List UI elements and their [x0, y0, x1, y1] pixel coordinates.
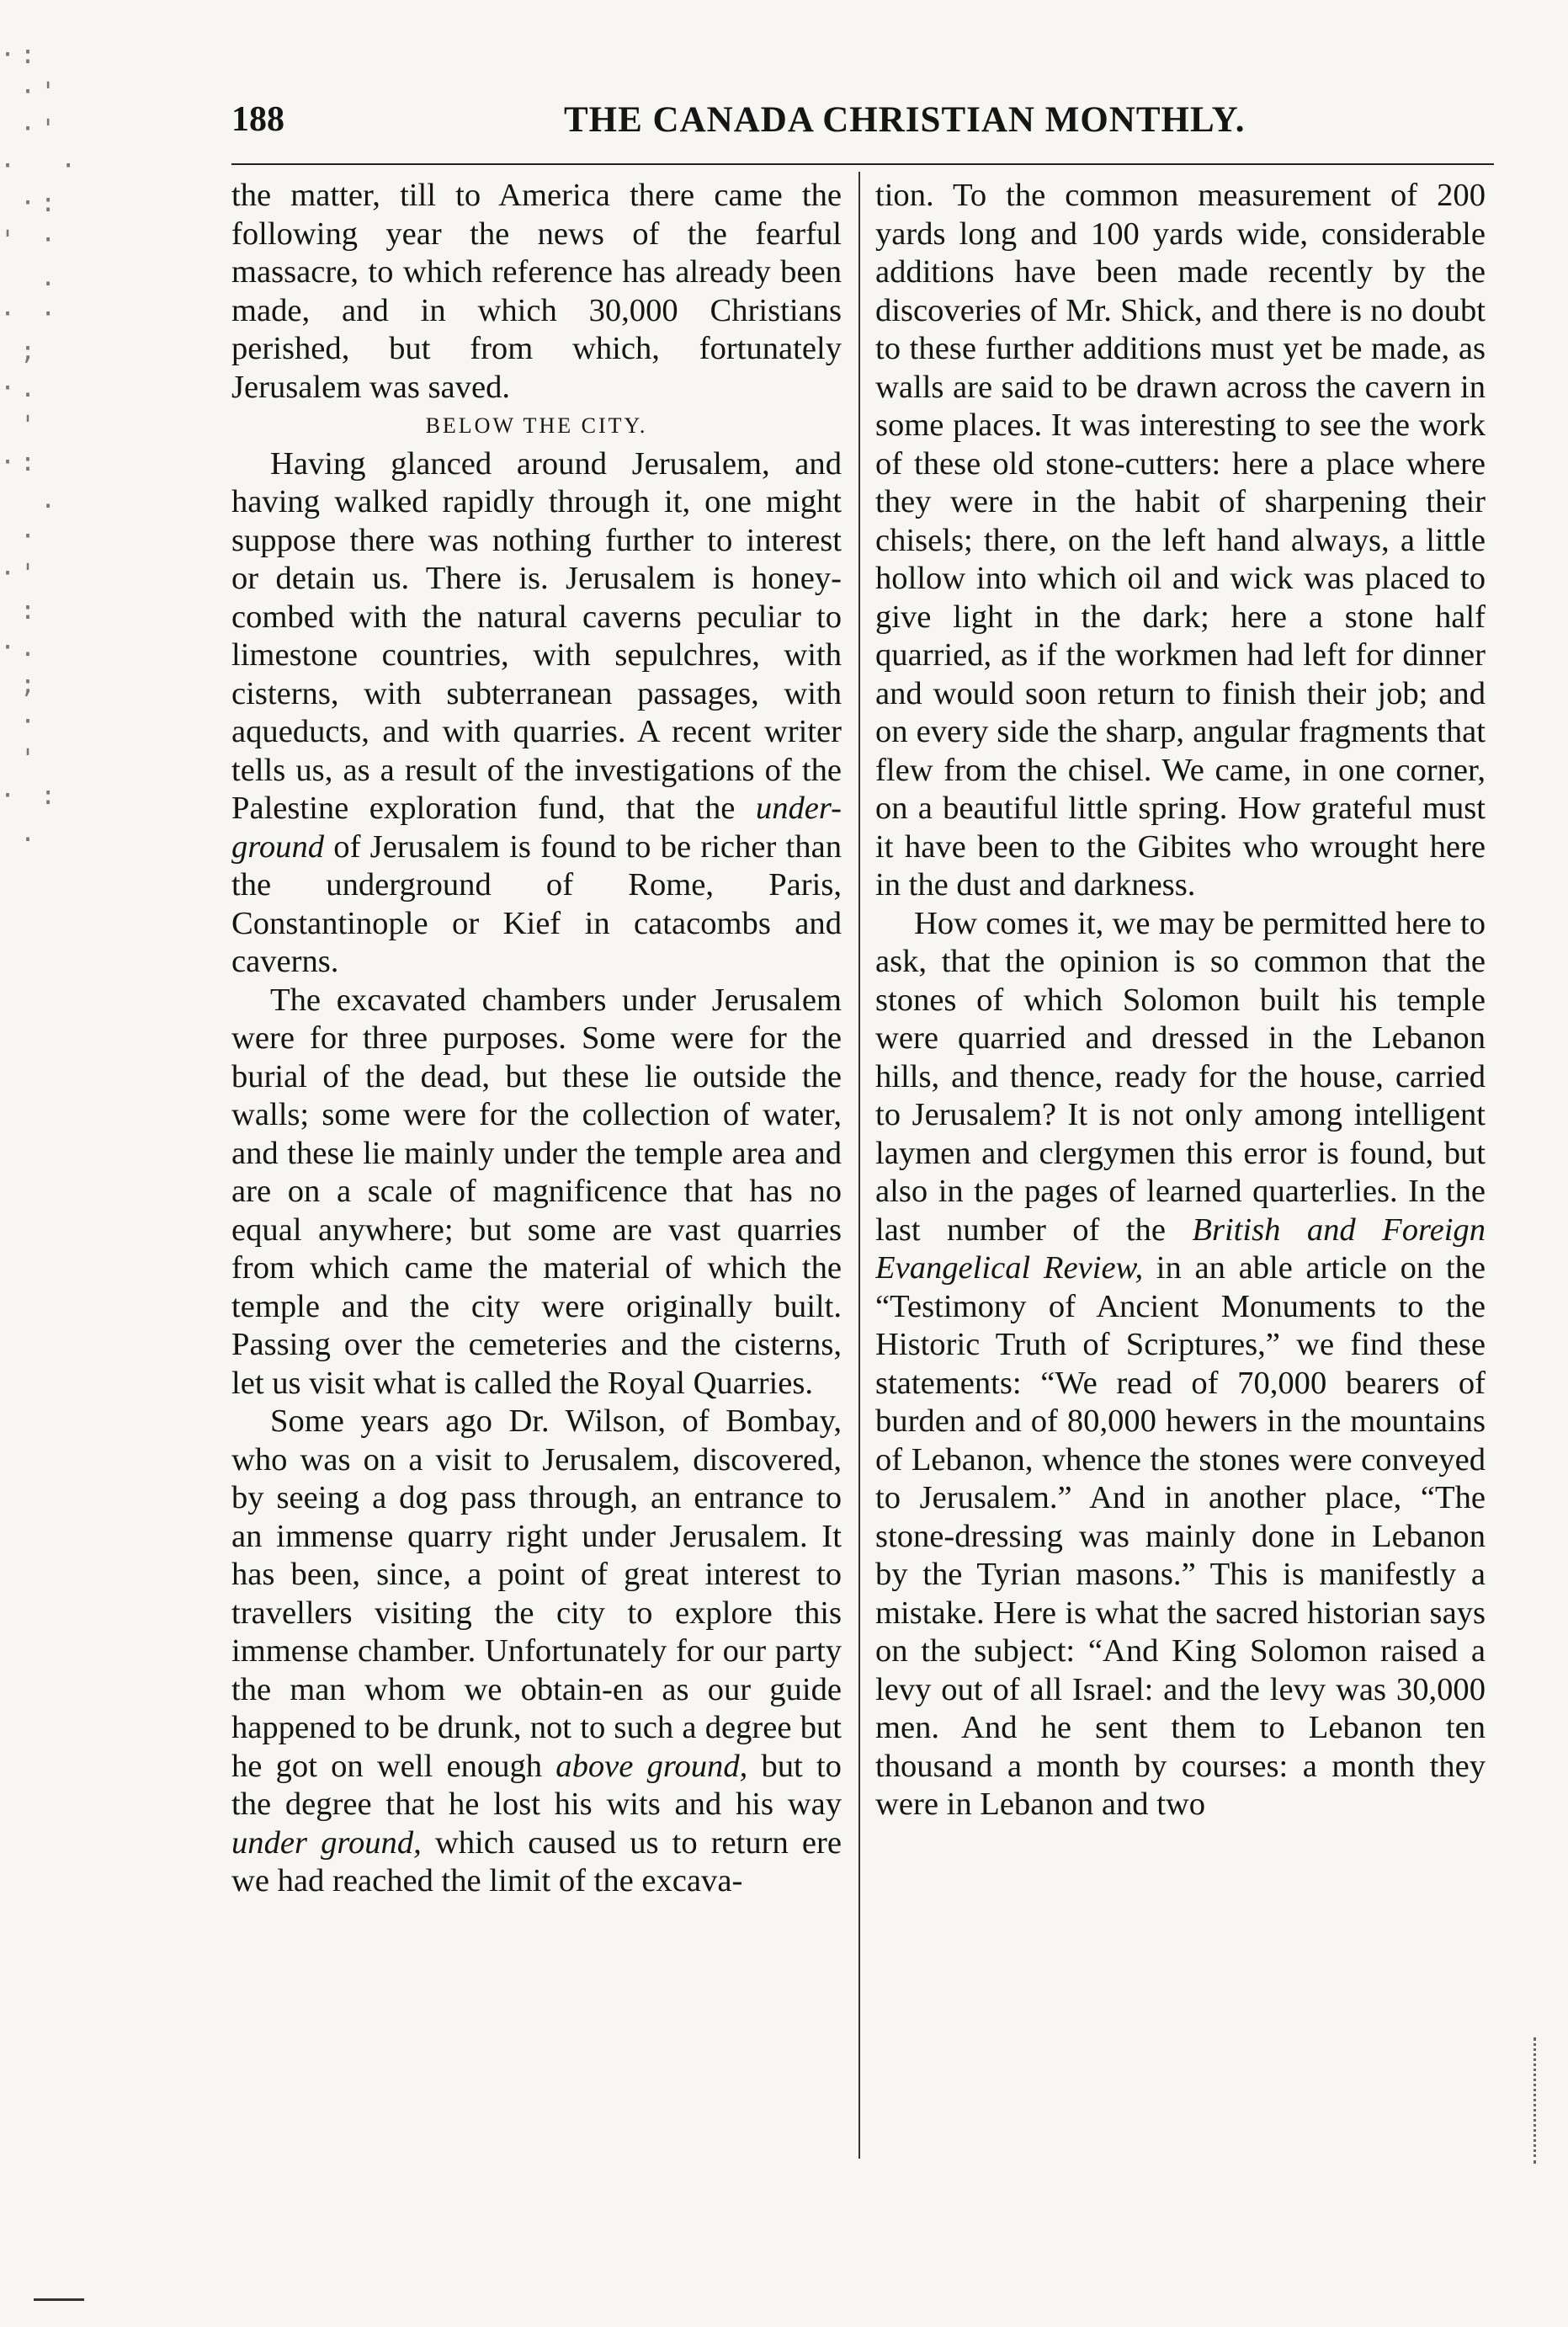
column-rule	[858, 172, 860, 2159]
italic-text: British and Foreign Evangelical Review,	[875, 1211, 1486, 1286]
text-run: in an able article on the “Testimony of Ancient Monuments to the Historic Truth of Scriptures,” we find these statements: “We read of 70,000 bearers of burden and of 80,000 hewers in the mountains of Lebanon, whence the stones were conveyed to Jerusalem.” And in another place, “The stone-dressing was mainly done in Lebanon by the Tyrian masons.” This is manifestly a mistake. Here is what the sacred historian says on the subject: “And King Solomon raised a levy out of all Israel: and the levy was 30,000 men. And he sent them to Lebanon ten thousand a month by courses: a month they were in Lebanon and two	[875, 1250, 1486, 1822]
page-number: 188	[231, 100, 284, 139]
text-run: The excavated chambers under Jerusalem were for three purposes. Some were for the burial of the dead, but these lie outside the walls; some were for the collection of water, and these lie mainly under the temple area and are on a scale of magnificence that has no equal anywhere; but some are vast quarries from which came the material of which the temple and the city were originally built. Passing over the cemeteries and the cisterns, let us visit what is called the Royal Quarries.	[231, 982, 842, 1401]
text-run: but to the degree that he lost his wits and his way	[231, 1748, 842, 1822]
paragraph	[875, 177, 1486, 905]
text-run: Some years ago Dr. Wilson, of Bombay, who was on a visit to Jerusalem, discovered, by seeing a dog pass through, an entrance to an immense quarry right under Jerusalem. It has been, since, a point of great interest to travellers visiting the city to explore this immense chamber. Unfortunately for our party the man whom we obtain-en as our guide happened to be drunk, not to such a degree but he got on well enough	[231, 1403, 842, 1784]
paragraph	[231, 1403, 842, 1901]
text-run: How comes it, we may be permitted here to ask, that the opinion is so common that the stones of which Solomon built his temple were quarried and dressed in the Lebanon hills, and thence, ready for the house, carried to Jerusalem? It is not only among intelligent laymen and clergymen this error is found, but also in the pages of learned quarterlies. In the last number of the	[875, 905, 1486, 1248]
paragraph	[231, 445, 842, 982]
text-run: of Jerusalem is found to be richer than the underground of Rome, Paris, Constantinople or Kief in catacombs and caverns.	[231, 828, 842, 979]
section-subhead: BELOW THE CITY.	[425, 413, 648, 438]
right-column	[875, 177, 1486, 2164]
corner-mark	[34, 2298, 84, 2301]
left-column	[231, 177, 842, 2164]
paragraph	[875, 905, 1486, 1824]
page-header	[231, 99, 1494, 150]
italic-text: under ground,	[231, 1824, 422, 1861]
italic-text: above ground,	[555, 1748, 748, 1784]
text-run: the matter, till to America there came the following year the news of the fearful massacre, to which reference has already been made, and in which 30,000 Christians perished, but from which, fortunately Jerusalem was saved.	[231, 178, 842, 405]
text-run: tion. To the common measurement of 200 yards long and 100 yards wide, considerable additions have been made recently by the discoveries of Mr. Shick, and there is no doubt to these further additions must yet be made, as walls are said to be drawn across the cavern in some places. It was interesting to see the work of these old stone-cutters: here a place where they were in the habit of sharpening their chisels; there, on the left hand always, a little hollow into which oil and wick was placed to give light in the dark; here a stone half quarried, as if the workmen had left for dinner and would soon return to finish their job; and on every side the sharp, angular fragments that flew from the chisel. We came, in one corner, on a beautiful little spring. How grateful must it have been to the Gibites who wrought here in the dust and darkness.	[875, 178, 1486, 903]
running-title: THE CANADA CHRISTIAN MONTHLY.	[564, 100, 1246, 140]
text-run: Having glanced around Jerusalem, and having walked rapidly through it, one might suppose there was nothing further to interest or detain us. There is. Jerusalem is honey-combed with the natural caverns peculiar to limestone countries, with sepulchres, with cisterns, with subterranean passages, with aqueducts, and with quarries. A recent writer tells us, as a result of the investigations of the Palestine exploration fund, that the	[231, 445, 842, 826]
italic-text: under-ground	[231, 791, 842, 865]
header-rule	[231, 163, 1494, 165]
edge-mark	[1533, 2037, 1539, 2164]
paragraph	[231, 177, 842, 407]
text-run: which caused us to return ere we had reached the limit of the excava-	[231, 1824, 842, 1898]
paragraph	[231, 982, 842, 1403]
margin-scan-noise: ·: ·' ·' · · ·: ' · . · · ; ·. ' ·: . · ·' : ·. ; · ' · : .	[0, 40, 82, 848]
